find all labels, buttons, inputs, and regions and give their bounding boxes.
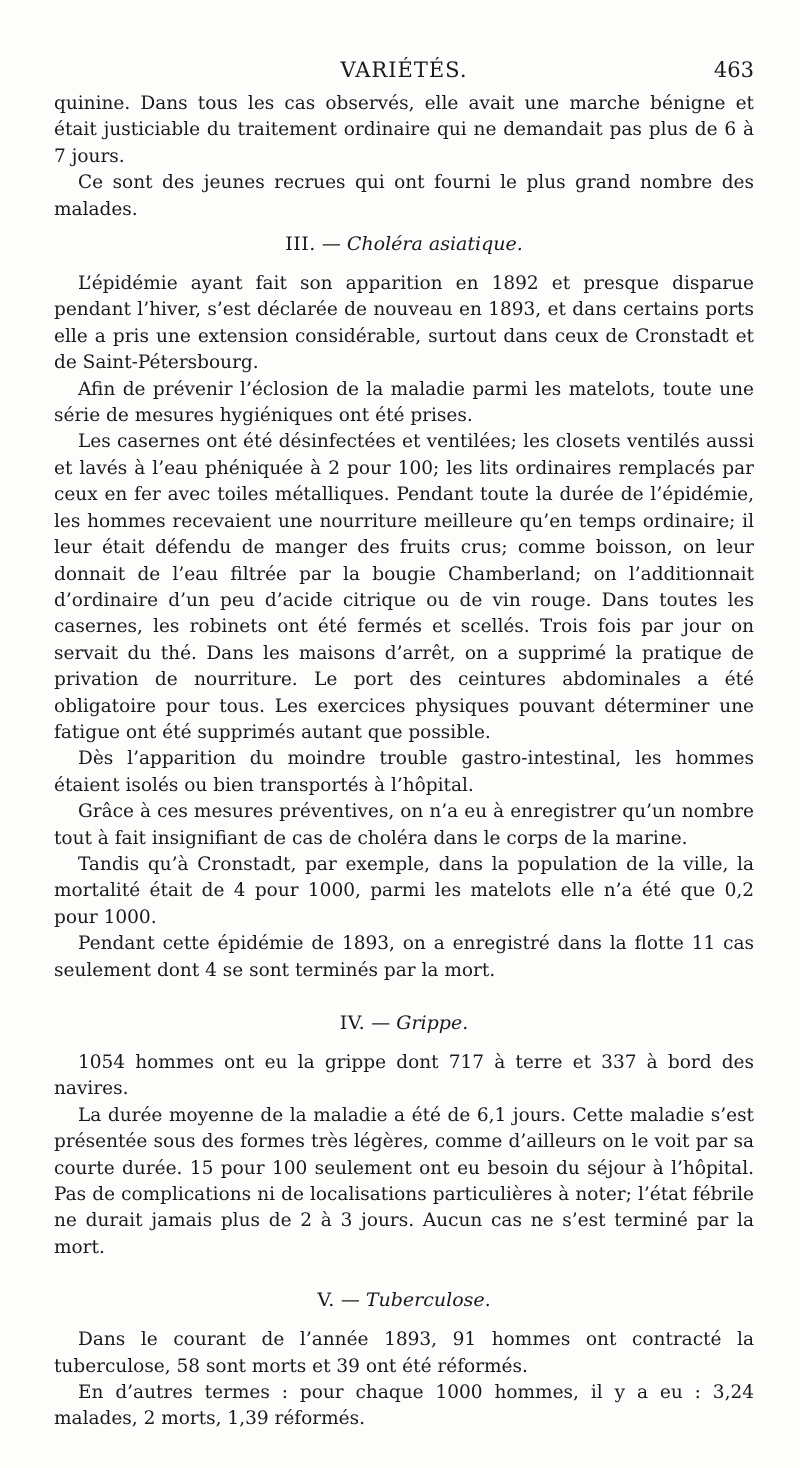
- section-number: IV.: [339, 1012, 366, 1034]
- section-heading-grippe: [54, 1010, 754, 1036]
- paragraph: Dès l’apparition du moindre trouble gastro-intestinal, les hommes étaient isolés ou bien transportés à l’hôpital.: [54, 748, 754, 796]
- section-dash: —: [340, 1289, 360, 1312]
- page-number: 463: [713, 58, 754, 82]
- section-title: Choléra asiatique.: [346, 233, 523, 256]
- paragraph: Dans le courant de l’année 1893, 91 hommes ont contracté la tuberculose, 58 sont morts et 39 ont été réformés.: [54, 1329, 754, 1377]
- section-title: Tuberculose.: [365, 1289, 491, 1312]
- section-dash: —: [321, 233, 341, 256]
- paragraph: L’épidémie ayant fait son apparition en 1892 et presque disparue pendant l’hiver, s’est déclarée de nouveau en 1893, et dans certains ports elle a pris une extension considérable, surtout dans ceux de Cronstadt et de Saint-Pétersbourg.: [54, 273, 754, 374]
- paragraph: En d’autres termes : pour chaque 1000 hommes, il y a eu : 3,24 malades, 2 morts, 1,39 réformés.: [54, 1382, 754, 1430]
- paragraph: 1054 hommes ont eu la grippe dont 717 à terre et 337 à bord des navires.: [54, 1052, 754, 1100]
- paragraph: Les casernes ont été désinfectées et ventilées; les closets ventilés aussi et lavés à l’eau phéniquée à 2 pour 100; les lits ordinaires remplacés par ceux en fer avec toiles métalliques. Pendant toute la durée de l’épidémie, les hommes recevaient une nourriture meilleure qu’en temps ordinaire; il leur était défendu de manger des fruits crus; comme boisson, on leur donnait de l’eau filtrée par la bougie Chamberland; on l’additionnait d’ordinaire d’un peu d’acide citrique ou de vin rouge. Dans toutes les casernes, les robinets ont été fermés et scellés. Trois fois par jour on servait du thé. Dans les maisons d’arrêt, on a supprimé la pratique de privation de nourriture. Le port des ceintures abdominales a été obligatoire pour tous. Les exercices physiques pouvant déterminer une fatigue ont été supprimés autant que possible.: [54, 431, 754, 743]
- section-dash: —: [371, 1012, 391, 1034]
- section-heading-cholera: [54, 231, 754, 257]
- section-number: V.: [317, 1289, 335, 1312]
- paragraph: Pendant cette épidémie de 1893, on a enregistré dans la flotte 11 cas seulement dont 4 se sont terminés par la mort.: [54, 933, 754, 981]
- section-title: Grippe.: [396, 1012, 469, 1034]
- paragraph: Tandis qu’à Cronstadt, par exemple, dans la population de la ville, la mortalité était de 4 pour 1000, parmi les matelots elle n’a été que 0,2 pour 1000.: [54, 853, 754, 928]
- section-number: III.: [285, 233, 316, 256]
- paragraph: Ce sont des jeunes recrues qui ont fourni le plus grand nombre des malades.: [54, 172, 754, 220]
- paragraph: La durée moyenne de la maladie a été de 6,1 jours. Cette maladie s’est présentée sous des formes très légères, comme d’ailleurs on le voit par sa courte durée. 15 pour 100 seulement ont eu besoin du séjour à l’hôpital. Pas de complications ni de localisations particulières à noter; l’état fébrile ne durait jamais plus de 2 à 3 jours. Aucun cas ne s’est terminé par la mort.: [54, 1104, 754, 1258]
- paragraph: Afin de prévenir l’éclosion de la maladie parmi les matelots, toute une série de mesures hygiéniques ont été prises.: [54, 378, 754, 427]
- page-header: [54, 58, 754, 92]
- section-heading-tuberculose: [54, 1287, 754, 1313]
- page-body: [54, 91, 754, 1433]
- paragraph: Grâce à ces mesures préventives, on n’a eu à enregistrer qu’un nombre tout à fait insignifiant de cas de choléra dans le corps de la marine.: [54, 801, 754, 849]
- paragraph: quinine. Dans tous les cas observés, elle avait une marche bénigne et était justiciable du traitement ordinaire qui ne demandait pas plus de 6 à 7 jours.: [54, 93, 754, 167]
- running-title: VARIÉTÉS.: [340, 58, 468, 82]
